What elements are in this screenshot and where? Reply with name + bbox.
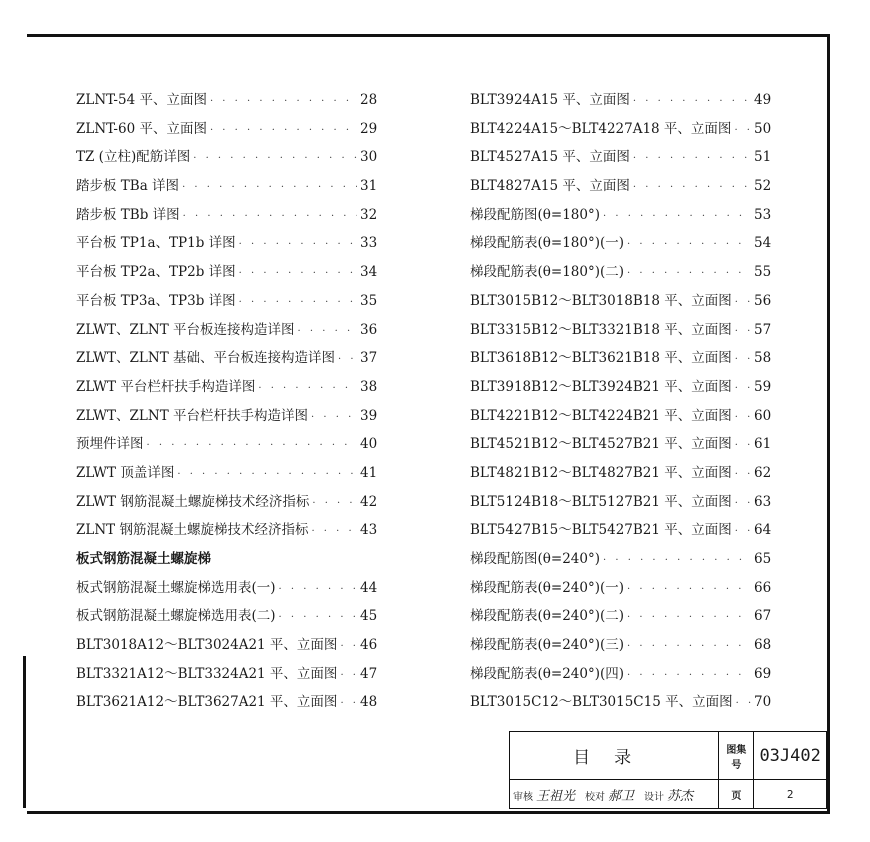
toc-entry-title: ZLWT 顶盖详图 [76,464,175,481]
toc-entry-page: 45 [360,608,378,625]
toc-entry-title: 梯段配筋表(θ=240°)(三) [470,637,625,654]
review-label: 审核 [513,791,533,803]
toc-entry-page: 59 [754,378,772,395]
toc-entry [470,490,770,519]
toc-entry [76,117,376,146]
toc-entry-page: 70 [754,694,772,711]
reviewer-signature: 王祖光 [536,788,576,804]
toc-leader-dots [736,698,751,709]
toc-leader-dots [627,641,751,652]
toc-entry [470,117,770,146]
toc-entry-page: 54 [754,235,772,252]
toc-entry-page: 50 [754,120,772,137]
page-number: 2 [754,780,827,809]
toc-entry [76,346,376,375]
toc-entry-title: 梯段配筋表(θ=240°)(二) [470,608,625,625]
toc-entry-page: 39 [360,407,378,424]
toc-leader-dots [182,182,357,193]
toc-entry-title: ZLNT-54 平、立面图 [76,92,207,108]
toc-entry-page: 32 [360,206,378,223]
toc-entry-title: 平台板 TP2a、TP2b 详图 [76,264,236,281]
atlas-number: 03J402 [754,732,827,780]
toc-entry-title: BLT3618B12～BLT3621B18 平、立面图 [470,350,732,367]
toc-entry-title: 梯段配筋图(θ=240°) [470,551,600,567]
toc-entry-title: BLT5124B18～BLT5127B21 平、立面图 [470,493,732,510]
toc-entry-page: 28 [360,92,378,108]
toc-entry-page: 29 [360,120,378,137]
toc-entry-title: BLT4527A15 平、立面图 [470,149,630,166]
toc-leader-dots [603,211,751,222]
toc-entry [76,490,376,519]
toc-entry [470,432,770,461]
toc-entry-title: BLT3918B12～BLT3924B21 平、立面图 [470,378,732,395]
toc-entry-page: 53 [754,206,772,223]
toc-entry-page: 69 [754,665,772,682]
toc-leader-dots [239,297,357,308]
toc-entry-page: 67 [754,608,772,625]
atlas-number-label: 图集号 [719,732,754,780]
toc-leader-dots [210,125,357,136]
toc-leader-dots [627,670,751,681]
toc-entry-title: 踏步板 TBb 详图 [76,206,180,223]
toc-entry-title: 板式钢筋混凝土螺旋梯 [76,551,211,567]
toc-entry-title: BLT3018A12～BLT3024A21 平、立面图 [76,637,338,654]
toc-entry [76,432,376,461]
toc-leader-dots [338,354,357,365]
toc-leader-dots [258,383,357,394]
toc-leader-dots [147,440,358,451]
toc-entry [470,461,770,490]
toc-entry-page: 68 [754,637,772,654]
toc-entry [470,576,770,605]
toc-entry-page: 40 [360,436,378,453]
toc-entry-page: 44 [360,579,378,596]
toc-left-column [76,88,376,719]
design-label: 设计 [644,791,665,803]
toc-entry-page: 34 [360,264,378,281]
toc-entry-title: 梯段配筋表(θ=240°)(一) [470,579,625,596]
toc-entry-page: 66 [754,579,772,596]
toc-entry [76,633,376,662]
toc-entry [470,547,770,576]
toc-leader-dots [735,383,751,394]
toc-entry [76,604,376,633]
toc-entry-title: BLT4521B12～BLT4527B21 平、立面图 [470,436,732,453]
toc-entry-title: 踏步板 TBa 详图 [76,178,180,195]
toc-entry [470,690,770,719]
toc-entry-page: 62 [754,464,772,481]
toc-entry [470,145,770,174]
toc-entry [76,289,376,318]
toc-leader-dots [298,326,357,337]
toc-leader-dots [177,469,357,480]
toc-entry [470,289,770,318]
toc-entry [470,518,770,547]
toc-leader-dots [633,153,751,164]
toc-entry-title: BLT4821B12～BLT4827B21 平、立面图 [470,464,732,481]
toc-entry [76,461,376,490]
toc-entry-page: 56 [754,292,772,309]
toc-leader-dots [735,412,751,423]
toc-leader-dots [735,526,751,537]
toc-leader-dots [735,469,751,480]
toc-entry [470,662,770,691]
toc-leader-dots [239,268,357,279]
toc-leader-dots [340,641,357,652]
toc-entry [470,203,770,232]
toc-entry [470,404,770,433]
toc-entry-title: 板式钢筋混凝土螺旋梯选用表(一) [76,579,276,596]
toc-entry-title: 板式钢筋混凝土螺旋梯选用表(二) [76,608,276,625]
toc-leader-dots [735,297,751,308]
toc-entry-page: 63 [754,493,772,510]
toc-entry-page: 52 [754,178,772,195]
toc-entry-page: 30 [360,149,378,166]
toc-leader-dots [312,498,357,509]
toc-entry-page: 61 [754,436,772,453]
toc-entry [76,690,376,719]
toc-entry-title: BLT5427B15～BLT5427B21 平、立面图 [470,522,732,539]
toc-entry-title: ZLNT 钢筋混凝土螺旋梯技术经济指标 [76,522,309,539]
toc-leader-dots [627,584,751,595]
title-block [509,731,827,808]
toc-entry [470,260,770,289]
toc-entry-page: 49 [754,92,772,108]
toc-leader-dots [193,153,357,164]
toc-entry [470,318,770,347]
toc-entry-title: ZLWT、ZLNT 平台板连接构造详图 [76,321,295,338]
toc-entry-title: 平台板 TP1a、TP1b 详图 [76,235,236,252]
toc-entry-page: 55 [754,264,772,281]
toc-entry-page: 48 [360,694,378,711]
toc-entry-title: 平台板 TP3a、TP3b 详图 [76,292,236,309]
toc-entry-page: 35 [360,292,378,309]
toc-entry-page: 65 [754,551,772,567]
toc-entry [76,576,376,605]
toc-entry-title: 梯段配筋图(θ=180°) [470,206,600,223]
toc-entry [76,662,376,691]
toc-leader-dots [735,498,751,509]
toc-section-heading [76,547,376,576]
toc-entry [76,518,376,547]
toc-entry [76,375,376,404]
toc-entry-title: ZLNT-60 平、立面图 [76,120,207,137]
toc-right-column [470,88,770,719]
toc-entry-title: ZLWT 钢筋混凝土螺旋梯技术经济指标 [76,493,310,510]
toc-entry-page: 47 [360,665,378,682]
toc-entry-title: ZLWT、ZLNT 平台栏杆扶手构造详图 [76,407,309,424]
toc-entry [470,174,770,203]
toc-entry-title: BLT3015C12～BLT3015C15 平、立面图 [470,694,733,711]
toc-entry-title: 梯段配筋表(θ=240°)(四) [470,665,625,682]
signature-row [510,780,719,809]
toc-leader-dots [633,182,751,193]
toc-entry-title: BLT3315B12～BLT3321B18 平、立面图 [470,321,732,338]
toc-leader-dots [627,239,751,250]
toc-leader-dots [210,96,357,107]
toc-entry [76,145,376,174]
toc-leader-dots [279,612,357,623]
toc-leader-dots [279,584,357,595]
toc-entry [470,346,770,375]
toc-entry-title: ZLWT 平台栏杆扶手构造详图 [76,378,256,395]
toc-leader-dots [311,526,357,537]
toc-entry [470,231,770,260]
toc-entry-page: 42 [360,493,378,510]
toc-leader-dots [735,326,751,337]
toc-entry-title: BLT4221B12～BLT4224B21 平、立面图 [470,407,732,424]
toc-leader-dots [311,412,357,423]
toc-leader-dots [633,96,751,107]
binding-margin-line [23,656,26,808]
toc-entry-page: 46 [360,637,378,654]
toc-entry [76,318,376,347]
toc-entry [470,633,770,662]
toc-leader-dots [627,612,751,623]
toc-entry-page: 64 [754,522,772,539]
check-label: 校对 [585,791,606,803]
toc-leader-dots [735,440,751,451]
toc-entry [76,231,376,260]
toc-entry [76,88,376,117]
toc-entry-page: 51 [754,149,772,166]
title-block-title: 目录 [510,732,719,780]
toc-entry-page: 38 [360,378,378,395]
toc-leader-dots [603,555,751,566]
toc-entry [76,203,376,232]
toc-entry-title: ZLWT、ZLNT 基础、平台板连接构造详图 [76,350,336,367]
toc-entry-page: 58 [754,350,772,367]
checker-signature: 郝卫 [608,788,635,804]
toc-entry-page: 57 [754,321,772,338]
toc-entry-page: 60 [754,407,772,424]
toc-entry-title: TZ (立柱)配筋详图 [76,149,191,166]
toc-entry-title: BLT3321A12～BLT3324A21 平、立面图 [76,665,338,682]
toc-entry-page: 33 [360,235,378,252]
toc-leader-dots [735,354,751,365]
toc-entry-title: 梯段配筋表(θ=180°)(二) [470,264,625,281]
toc-leader-dots [183,211,357,222]
toc-entry [470,88,770,117]
toc-entry-title: BLT3015B12～BLT3018B18 平、立面图 [470,292,732,309]
toc-entry-title: BLT3621A12～BLT3627A21 平、立面图 [76,694,338,711]
toc-entry-page: 36 [360,321,378,338]
toc-entry-title: BLT4827A15 平、立面图 [470,178,630,195]
toc-leader-dots [627,268,751,279]
toc-entry-title: 梯段配筋表(θ=180°)(一) [470,235,625,252]
toc-entry [470,375,770,404]
toc-entry-title: BLT3924A15 平、立面图 [470,92,630,108]
toc-entry-page: 31 [360,178,378,195]
toc-entry [76,174,376,203]
toc-leader-dots [340,670,357,681]
toc-entry-page: 43 [360,522,378,539]
page-label: 页 [719,780,754,809]
toc-leader-dots [340,698,357,709]
toc-entry [470,604,770,633]
toc-entry-title: 预埋件详图 [76,436,144,453]
toc-entry [76,260,376,289]
toc-entry [76,404,376,433]
designer-signature: 苏杰 [667,788,694,804]
toc-entry-page: 41 [360,464,378,481]
toc-entry-title: BLT4224A15～BLT4227A18 平、立面图 [470,120,732,137]
toc-leader-dots [239,239,357,250]
toc-leader-dots [734,125,751,136]
toc-entry-page: 37 [360,350,378,367]
